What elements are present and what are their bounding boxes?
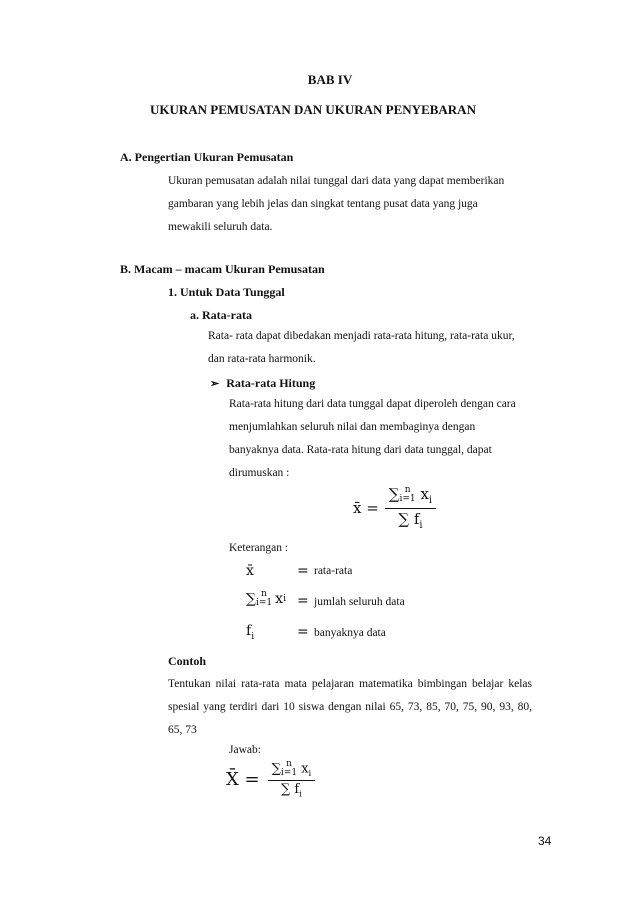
answer-sum-symbol: ∑ bbox=[271, 761, 281, 777]
numerator-var: x bbox=[420, 485, 429, 503]
bullet-heading-row bbox=[210, 376, 315, 391]
sum-lower: i=1 bbox=[399, 494, 416, 504]
section-a-line-1: Ukuran pemusatan adalah nilai tunggal dari data yang dapat memberikan bbox=[168, 175, 505, 187]
sum-symbol-2: ∑ bbox=[246, 591, 256, 607]
keterangan-eq-2: = bbox=[297, 593, 309, 609]
answer-den-sub: i bbox=[299, 788, 302, 799]
f-symbol: f bbox=[246, 623, 252, 639]
bullet-line-1: Rata-rata hitung dari data tunggal dapat diperoleh dengan cara bbox=[229, 398, 516, 410]
sum-upper: n bbox=[404, 485, 411, 495]
contoh-heading: Contoh bbox=[168, 654, 207, 668]
answer-lhs: X̄ = bbox=[226, 768, 260, 790]
keterangan-row-3 bbox=[246, 623, 254, 642]
den-sum-symbol: ∑ bbox=[398, 510, 410, 528]
bullet-heading: Rata-rata Hitung bbox=[226, 376, 316, 390]
chapter-label: BAB IV bbox=[307, 72, 353, 87]
bullet-line-2: menjumlahkan seluruh nilai dan membaginya dengan bbox=[229, 421, 476, 433]
answer-formula bbox=[226, 760, 315, 799]
numerator-sub: i bbox=[428, 495, 433, 506]
answer-sum-lower: i=1 bbox=[280, 768, 298, 778]
subsection-1-heading: 1. Untuk Data Tunggal bbox=[168, 285, 285, 299]
keterangan-desc-1: rata-rata bbox=[314, 565, 353, 577]
section-a-heading: A. Pengertian Ukuran Pemusatan bbox=[120, 150, 294, 164]
subsection-a-heading: a. Rata-rata bbox=[190, 308, 252, 322]
keterangan-desc-2: jumlah seluruh data bbox=[314, 596, 405, 608]
keterangan-eq-1: = bbox=[297, 563, 309, 579]
contoh-line-3: 65, 73 bbox=[168, 724, 197, 736]
sum-limits-2 bbox=[256, 590, 272, 608]
sum-var-2: x bbox=[275, 591, 284, 607]
keterangan-desc-3: banyaknya data bbox=[314, 627, 386, 639]
formula-denominator bbox=[398, 509, 422, 531]
keterangan-row-2 bbox=[246, 590, 286, 608]
section-a-line-3: mewakili seluruh data. bbox=[168, 221, 273, 233]
keterangan-label: Keterangan : bbox=[229, 542, 289, 554]
sum-sub-2: i bbox=[283, 594, 286, 604]
arrow-bullet-icon: ➢ bbox=[210, 378, 220, 390]
answer-sum-limits bbox=[281, 760, 297, 778]
formula-numerator bbox=[385, 485, 436, 509]
den-var: f bbox=[413, 510, 420, 528]
f-sub: i bbox=[251, 631, 255, 642]
keterangan-row-1 bbox=[246, 563, 254, 579]
answer-numerator bbox=[268, 760, 316, 781]
jawab-label: Jawab: bbox=[229, 744, 261, 756]
sum-upper-2: n bbox=[261, 589, 267, 599]
bullet-line-4: dirumuskan : bbox=[229, 467, 290, 479]
answer-den-sum: ∑ bbox=[280, 782, 291, 798]
contoh-line-1: Tentukan nilai rata-rata mata pelajaran matematika bimbingan belajar kelas bbox=[168, 678, 532, 690]
subsection-a-line-1: Rata- rata dapat dibedakan menjadi rata-rata hitung, rata-rata ukur, bbox=[208, 330, 515, 342]
answer-num-var: x bbox=[301, 761, 309, 777]
chapter-title: UKURAN PEMUSATAN DAN UKURAN PENYEBARAN bbox=[150, 102, 476, 117]
subsection-a-line-2: dan rata-rata harmonik. bbox=[208, 353, 316, 365]
sum-symbol: ∑ bbox=[388, 485, 400, 503]
contoh-line-2: spesial yang terdiri dari 10 siswa dengan nilai 65, 73, 85, 70, 75, 90, 93, 80, bbox=[168, 701, 532, 713]
answer-num-sub: i bbox=[308, 768, 312, 779]
sum-limits bbox=[400, 486, 416, 504]
mean-formula bbox=[353, 485, 436, 531]
section-b-heading: B. Macam – macam Ukuran Pemusatan bbox=[120, 262, 325, 276]
mean-symbol: x̄ bbox=[246, 563, 254, 579]
answer-den-var: f bbox=[294, 782, 300, 798]
den-sub: i bbox=[419, 520, 423, 531]
answer-sum-upper: n bbox=[286, 759, 292, 769]
section-a-line-2: gambaran yang lebih jelas dan singkat tentang pusat data yang juga bbox=[168, 198, 478, 210]
keterangan-eq-3: = bbox=[297, 624, 309, 640]
answer-fraction bbox=[268, 760, 316, 799]
answer-denominator bbox=[281, 781, 302, 799]
bullet-line-3: banyaknya data. Rata-rata hitung dari data tunggal, dapat bbox=[229, 444, 492, 456]
sum-lower-2: i=1 bbox=[256, 598, 273, 608]
page-number: 34 bbox=[538, 834, 552, 848]
formula-lhs: x̄ = bbox=[353, 499, 379, 517]
formula-fraction bbox=[385, 485, 436, 531]
